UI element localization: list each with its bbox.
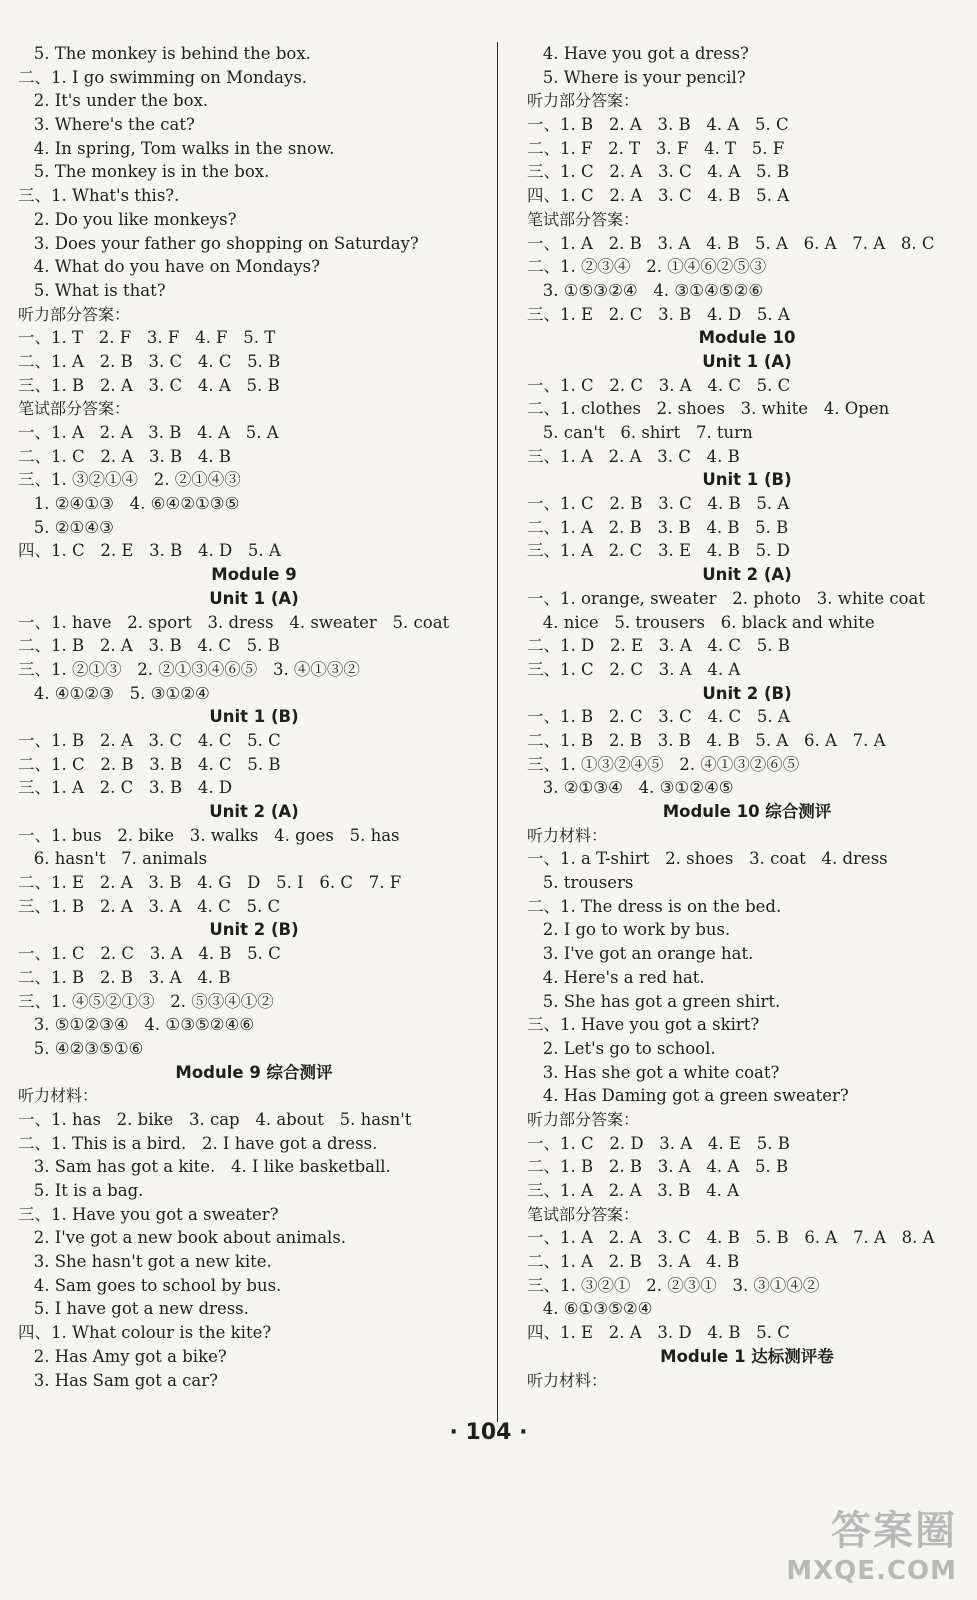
answer-line: 4. ⑥①③⑤②④ [527, 1299, 653, 1319]
watermark-logo: 答案圈 [831, 1508, 957, 1554]
answer-line: 一、1. C 2. C 3. A 4. B 5. C [18, 944, 281, 964]
answer-line: 二、1. F 2. T 3. F 4. T 5. F [527, 138, 785, 158]
answer-line: 1. ②④①③ 4. ⑥④②①③⑤ [18, 494, 240, 514]
section-label: 听力部分答案： [18, 304, 131, 324]
section-heading: Unit 1 (B) [702, 470, 792, 490]
answer-line: 三、1. ②①③ 2. ②①③④⑥⑤ 3. ④①③② [18, 659, 360, 679]
section-heading: Unit 1 (B) [209, 707, 299, 727]
answer-line: 5. can't 6. shirt 7. turn [527, 423, 753, 442]
answer-line: 4. Has Daming got a green sweater? [527, 1086, 849, 1106]
answer-line: 4. Have you got a dress? [527, 44, 749, 63]
page-number: · 104 · [449, 1420, 528, 1445]
answer-line: 3. Does your father go shopping on Saturday? [18, 233, 419, 253]
answer-line: 5. I have got a new dress. [18, 1299, 249, 1319]
answer-line: 四、1. E 2. A 3. D 4. B 5. C [527, 1323, 790, 1343]
section-heading: Module 1 达标测评卷 [660, 1346, 834, 1366]
section-label: 听力材料： [18, 1086, 99, 1106]
answer-line: 2. It's under the box. [18, 91, 209, 111]
answer-line: 一、1. A 2. A 3. C 4. B 5. B 6. A 7. A 8. A [527, 1228, 935, 1248]
answer-line: 5. ②①④③ [18, 517, 114, 537]
answer-line: 四、1. C 2. A 3. C 4. B 5. A [527, 186, 790, 206]
section-heading: Unit 2 (A) [209, 802, 299, 821]
answer-line: 二、1. B 2. B 3. A 4. B [18, 967, 231, 987]
section-heading: Unit 2 (B) [702, 683, 792, 703]
answer-line: 2. I've got a new book about animals. [18, 1228, 347, 1248]
answer-line: 二、1. A 2. B 3. B 4. B 5. B [527, 517, 789, 537]
answer-line: 三、1. B 2. A 3. A 4. C 5. C [18, 896, 281, 916]
section-heading: Module 9 [211, 565, 297, 585]
answer-line: 四、1. C 2. E 3. B 4. D 5. A [18, 541, 281, 561]
answer-line: 三、1. What's this?. [18, 186, 180, 206]
answer-line: 3. Where's the cat? [18, 115, 195, 135]
answer-line: 4. Here's a red hat. [527, 967, 705, 987]
section-label: 听力部分答案： [527, 1109, 640, 1129]
answer-line: 6. hasn't 7. animals [18, 849, 208, 869]
answer-line: 四、1. What colour is the kite? [18, 1323, 272, 1343]
answer-line: 3. I've got an orange hat. [527, 944, 754, 964]
answer-line: 一、1. bus 2. bike 3. walks 4. goes 5. has [18, 825, 400, 845]
answer-line: 二、1. A 2. B 3. A 4. B [527, 1252, 740, 1272]
answer-line: 三、1. ③②①④ 2. ②①④③ [18, 470, 241, 490]
answer-line: 二、1. The dress is on the bed. [527, 896, 782, 916]
answer-line: 2. I go to work by bus. [527, 920, 731, 940]
section-label: 听力材料： [527, 825, 608, 845]
answer-line: 4. In spring, Tom walks in the snow. [18, 138, 335, 158]
answer-line: 二、1. clothes 2. shoes 3. white 4. Open [527, 399, 890, 419]
column-divider [497, 42, 498, 1422]
answer-line: 5. The monkey is behind the box. [18, 44, 311, 63]
answer-line: 3. Sam has got a kite. 4. I like basketball. [18, 1157, 391, 1177]
section-heading: Module 10 综合测评 [662, 802, 832, 821]
section-heading: Unit 1 (A) [702, 351, 792, 371]
section-heading: Unit 2 (A) [702, 565, 792, 585]
answer-line: 二、1. ②③④ 2. ①④⑥②⑤③ [527, 257, 767, 277]
answer-line: 4. Sam goes to school by bus. [18, 1275, 282, 1295]
answer-line: 三、1. C 2. A 3. C 4. A 5. B [527, 162, 790, 182]
answer-line: 二、1. B 2. B 3. A 4. A 5. B [527, 1157, 789, 1177]
answer-line: 5. The monkey is in the box. [18, 162, 270, 182]
answer-line: 2. Let's go to school. [527, 1038, 716, 1058]
answer-line: 二、1. C 2. A 3. B 4. B [18, 446, 231, 466]
section-heading: Module 9 综合测评 [175, 1062, 333, 1082]
answer-line: 二、1. A 2. B 3. C 4. C 5. B [18, 351, 281, 371]
answer-line: 三、1. ③②① 2. ②③① 3. ③①④② [527, 1275, 820, 1295]
right-column [527, 42, 967, 1392]
watermark [786, 1499, 957, 1586]
answer-line: 3. Has she got a white coat? [527, 1062, 780, 1082]
answer-line: 一、1. have 2. sport 3. dress 4. sweater 5. coat [18, 612, 450, 632]
section-label: 听力部分答案： [527, 91, 640, 111]
answer-line: 一、1. T 2. F 3. F 4. F 5. T [18, 328, 276, 348]
answer-line: 三、1. E 2. C 3. B 4. D 5. A [527, 304, 790, 324]
answer-line: 二、1. E 2. A 3. B 4. G D 5. I 6. C 7. F [18, 873, 402, 893]
answer-line: 二、1. D 2. E 3. A 4. C 5. B [527, 636, 790, 656]
answer-line: 三、1. A 2. C 3. E 4. B 5. D [527, 541, 790, 561]
answer-line: 5. trousers [527, 873, 634, 893]
answer-line: 一、1. C 2. C 3. A 4. C 5. C [527, 375, 791, 395]
answer-line: 三、1. Have you got a skirt? [527, 1015, 760, 1035]
answer-line: 一、1. B 2. A 3. C 4. C 5. C [18, 730, 281, 750]
section-label: 笔试部分答案： [18, 399, 131, 419]
section-label: 笔试部分答案： [527, 1204, 640, 1224]
answer-line: 三、1. C 2. C 3. A 4. A [527, 659, 741, 679]
answer-line: 一、1. a T-shirt 2. shoes 3. coat 4. dress [527, 849, 888, 869]
watermark-url: MXQE.COM [786, 1556, 957, 1586]
answer-line: 三、1. Have you got a sweater? [18, 1204, 279, 1224]
answer-line: 5. ④②③⑤①⑥ [18, 1038, 144, 1058]
answer-line: 5. She has got a green shirt. [527, 991, 781, 1011]
section-heading: Module 10 [698, 328, 796, 348]
answer-line: 三、1. B 2. A 3. C 4. A 5. B [18, 375, 280, 395]
answer-line: 2. Do you like monkeys? [18, 209, 237, 229]
answer-line: 3. ①⑤③②④ 4. ③①④⑤②⑥ [527, 280, 764, 300]
answer-line: 3. She hasn't got a new kite. [18, 1252, 272, 1272]
answer-line: 一、1. C 2. B 3. C 4. B 5. A [527, 494, 790, 514]
answer-line: 三、1. ①③②④⑤ 2. ④①③②⑥⑤ [527, 754, 800, 774]
answer-line: 4. ④①②③ 5. ③①②④ [18, 683, 210, 703]
answer-line: 一、1. B 2. A 3. B 4. A 5. C [527, 115, 789, 135]
answer-line: 二、1. I go swimming on Mondays. [18, 67, 308, 87]
answer-line: 二、1. This is a bird. 2. I have got a dress. [18, 1133, 378, 1153]
answer-line: 5. What is that? [18, 280, 166, 300]
answer-line: 4. nice 5. trousers 6. black and white [527, 612, 875, 632]
answer-line: 5. Where is your pencil? [527, 67, 746, 87]
answer-line: 一、1. C 2. D 3. A 4. E 5. B [527, 1133, 790, 1153]
answer-line: 一、1. orange, sweater 2. photo 3. white coat [527, 588, 926, 608]
answer-line: 5. It is a bag. [18, 1181, 144, 1200]
answer-line: 2. Has Amy got a bike? [18, 1346, 227, 1366]
left-column [18, 42, 490, 1392]
answer-line: 3. ⑤①②③④ 4. ①③⑤②④⑥ [18, 1015, 255, 1035]
answer-line: 三、1. A 2. C 3. B 4. D [18, 778, 233, 798]
section-label: 听力材料： [527, 1370, 608, 1390]
answer-line: 二、1. C 2. B 3. B 4. C 5. B [18, 754, 281, 774]
answer-line: 一、1. A 2. A 3. B 4. A 5. A [18, 423, 279, 442]
answer-line: 3. Has Sam got a car? [18, 1370, 218, 1390]
answer-line: 一、1. A 2. B 3. A 4. B 5. A 6. A 7. A 8. C [527, 233, 935, 253]
answer-line: 二、1. B 2. B 3. B 4. B 5. A 6. A 7. A [527, 730, 886, 750]
answer-line: 三、1. A 2. A 3. B 4. A [527, 1181, 740, 1200]
answer-line: 一、1. B 2. C 3. C 4. C 5. A [527, 707, 790, 727]
answer-line: 三、1. A 2. A 3. C 4. B [527, 446, 740, 466]
section-label: 笔试部分答案： [527, 209, 640, 229]
answer-line: 三、1. ④⑤②①③ 2. ⑤③④①② [18, 991, 274, 1011]
answer-line: 二、1. B 2. A 3. B 4. C 5. B [18, 636, 280, 656]
section-heading: Unit 2 (B) [209, 920, 299, 940]
section-heading: Unit 1 (A) [209, 588, 299, 608]
answer-line: 4. What do you have on Mondays? [18, 257, 320, 277]
answer-line: 3. ②①③④ 4. ③①②④⑤ [527, 778, 734, 798]
answer-line: 一、1. has 2. bike 3. cap 4. about 5. hasn't [18, 1109, 412, 1129]
